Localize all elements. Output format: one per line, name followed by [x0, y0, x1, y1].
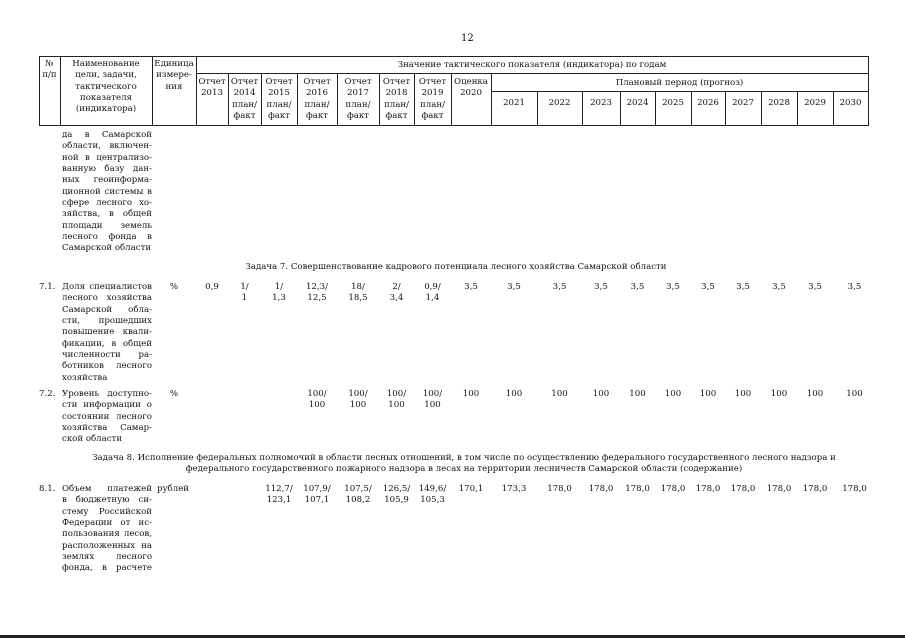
header-plan-year: 2028: [768, 98, 790, 108]
header-plan-year: 2030: [839, 98, 862, 108]
header-year: Отчет 2018 план/ факт: [382, 77, 411, 121]
header-year: Отчет 2019 план/ факт: [418, 77, 447, 121]
task7-title: Задача 7. Совершенствование кадрового потенциала лесного хозяйства Самарской области: [245, 262, 667, 272]
header-col-unit: Единица измере- ния: [154, 59, 194, 92]
header-col-name: Наименование цели, задачи, тактического показателя (индикатора): [72, 59, 140, 115]
header-col-no: № п/п: [42, 59, 57, 81]
header-plan-year: 2023: [590, 98, 612, 108]
header-year: Отчет 2016 план/ факт: [303, 77, 331, 121]
bottom-border: [0, 635, 905, 638]
header-plan-year: 2024: [626, 98, 649, 108]
header-plan-year: 2027: [732, 98, 754, 108]
page-number: 12: [461, 33, 474, 44]
header-plan-year: 2029: [804, 98, 826, 108]
header-planned-period: Плановый период (прогноз): [615, 78, 744, 88]
header-plan-year: 2026: [697, 98, 719, 108]
header-year: Отчет 2017 план/ факт: [344, 77, 372, 121]
header-year: Отчет 2013: [198, 77, 226, 99]
header-plan-year: 2022: [548, 98, 571, 108]
header-values-title: Значение тактического показателя (индикатора) по годам: [397, 60, 667, 70]
header-plan-year: 2021: [503, 98, 525, 108]
header-year: Отчет 2015 план/ факт: [265, 77, 293, 121]
header-year: Оценка 2020: [454, 77, 488, 99]
header-year: Отчет 2014 план/ факт: [230, 77, 259, 121]
header-plan-year: 2025: [662, 98, 684, 108]
